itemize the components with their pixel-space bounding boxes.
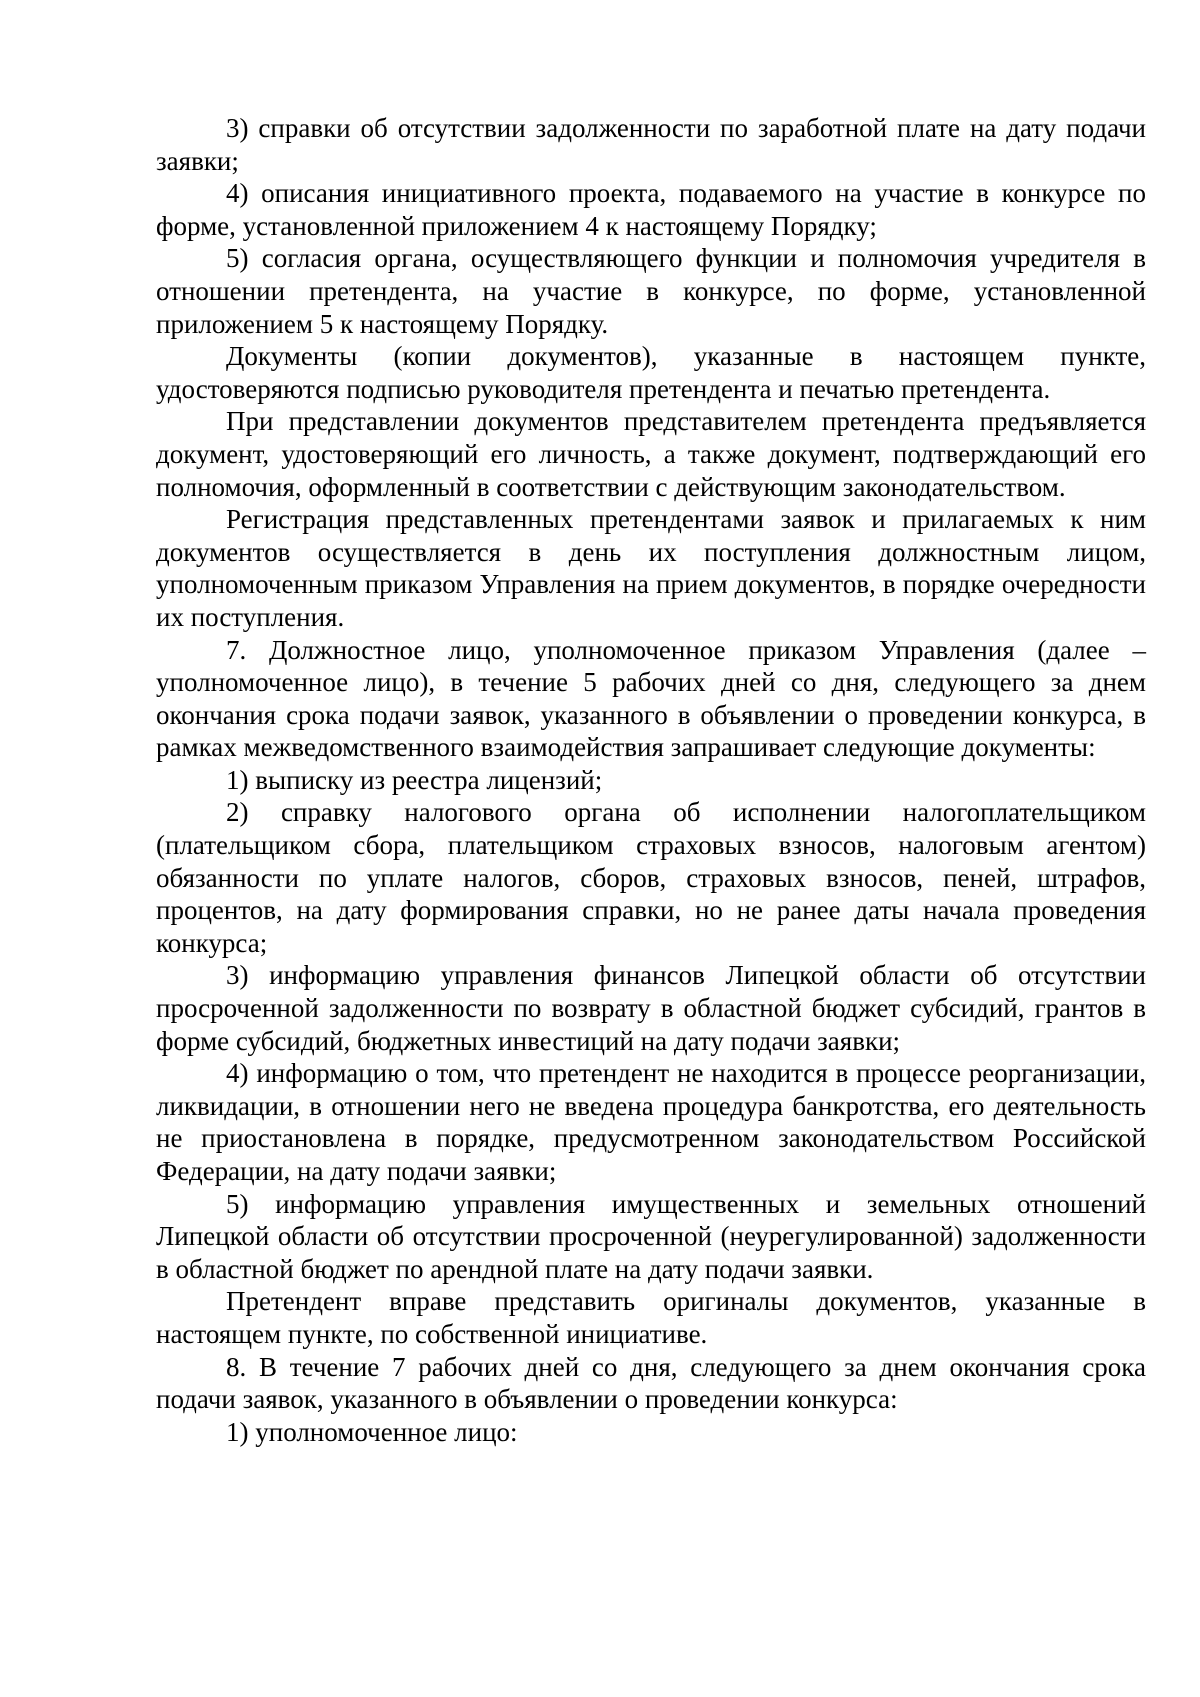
paragraph-4: Документы (копии документов), указанные в настоящем пункте, удостоверяются подписью руководителя претендента и печатью претендента. bbox=[156, 341, 1146, 404]
paragraph-2: 4) описания инициативного проекта, подаваемого на участие в конкурсе по форме, установленной приложением 4 к настоящему Порядку; bbox=[156, 178, 1146, 241]
paragraph-6: Регистрация представленных претендентами заявок и прилагаемых к ним документов осуществляется в день их поступления должностным лицом, уполномоченным приказом Управления на прием документов, в порядке очередности их поступления. bbox=[156, 504, 1146, 632]
paragraph-12: 5) информацию управления имущественных и земельных отношений Липецкой области об отсутствии просроченной (неурегулированной) задолженности в областной бюджет по арендной плате на дату подачи заявки. bbox=[156, 1188, 1146, 1284]
paragraph-11: 4) информацию о том, что претендент не находится в процессе реорганизации, ликвидации, в отношении него не введена процедура банкротства, его деятельность не приостановлена в порядке, предусмотренном законодательством Российской Федерации, на дату подачи заявки; bbox=[156, 1058, 1146, 1186]
paragraph-7: 7. Должностное лицо, уполномоченное приказом Управления (далее – уполномоченное лицо), в течение 5 рабочих дней со дня, следующего за днем окончания срока подачи заявок, указанного в объявлении о проведении конкурса, в рамках межведомственного взаимодействия запрашивает следующие документы: bbox=[156, 634, 1146, 763]
paragraph-13: Претендент вправе представить оригиналы документов, указанные в настоящем пункте, по собственной инициативе. bbox=[156, 1286, 1146, 1349]
paragraph-5: При представлении документов представителем претендента предъявляется документ, удостоверяющий его личность, а также документ, подтверждающий его полномочия, оформленный в соответствии с действующим законодательством. bbox=[156, 406, 1146, 502]
paragraph-14: 8. В течение 7 рабочих дней со дня, следующего за днем окончания срока подачи заявок, указанного в объявлении о проведении конкурса: bbox=[156, 1351, 1146, 1415]
document-page bbox=[156, 112, 1146, 1448]
paragraph-3: 5) согласия органа, осуществляющего функции и полномочия учредителя в отношении претендента, на участие в конкурсе, по форме, установленной приложением 5 к настоящему Порядку. bbox=[156, 243, 1146, 339]
paragraph-9: 2) справку налогового органа об исполнении налогоплательщиком (плательщиком сбора, плательщиком страховых взносов, налоговым агентом) обязанности по уплате налогов, сборов, страховых взносов, пеней, штрафов, процентов, на дату формирования справки, но не ранее даты начала проведения конкурса; bbox=[156, 797, 1146, 958]
paragraph-8: 1) выписку из реестра лицензий; bbox=[226, 764, 603, 795]
paragraph-1: 3) справки об отсутствии задолженности по заработной плате на дату подачи заявки; bbox=[156, 113, 1146, 176]
paragraph-15: 1) уполномоченное лицо: bbox=[226, 1416, 518, 1447]
paragraph-10: 3) информацию управления финансов Липецкой области об отсутствии просроченной задолженности по возврату в областной бюджет субсидий, грантов в форме субсидий, бюджетных инвестиций на дату подачи заявки; bbox=[156, 960, 1146, 1056]
